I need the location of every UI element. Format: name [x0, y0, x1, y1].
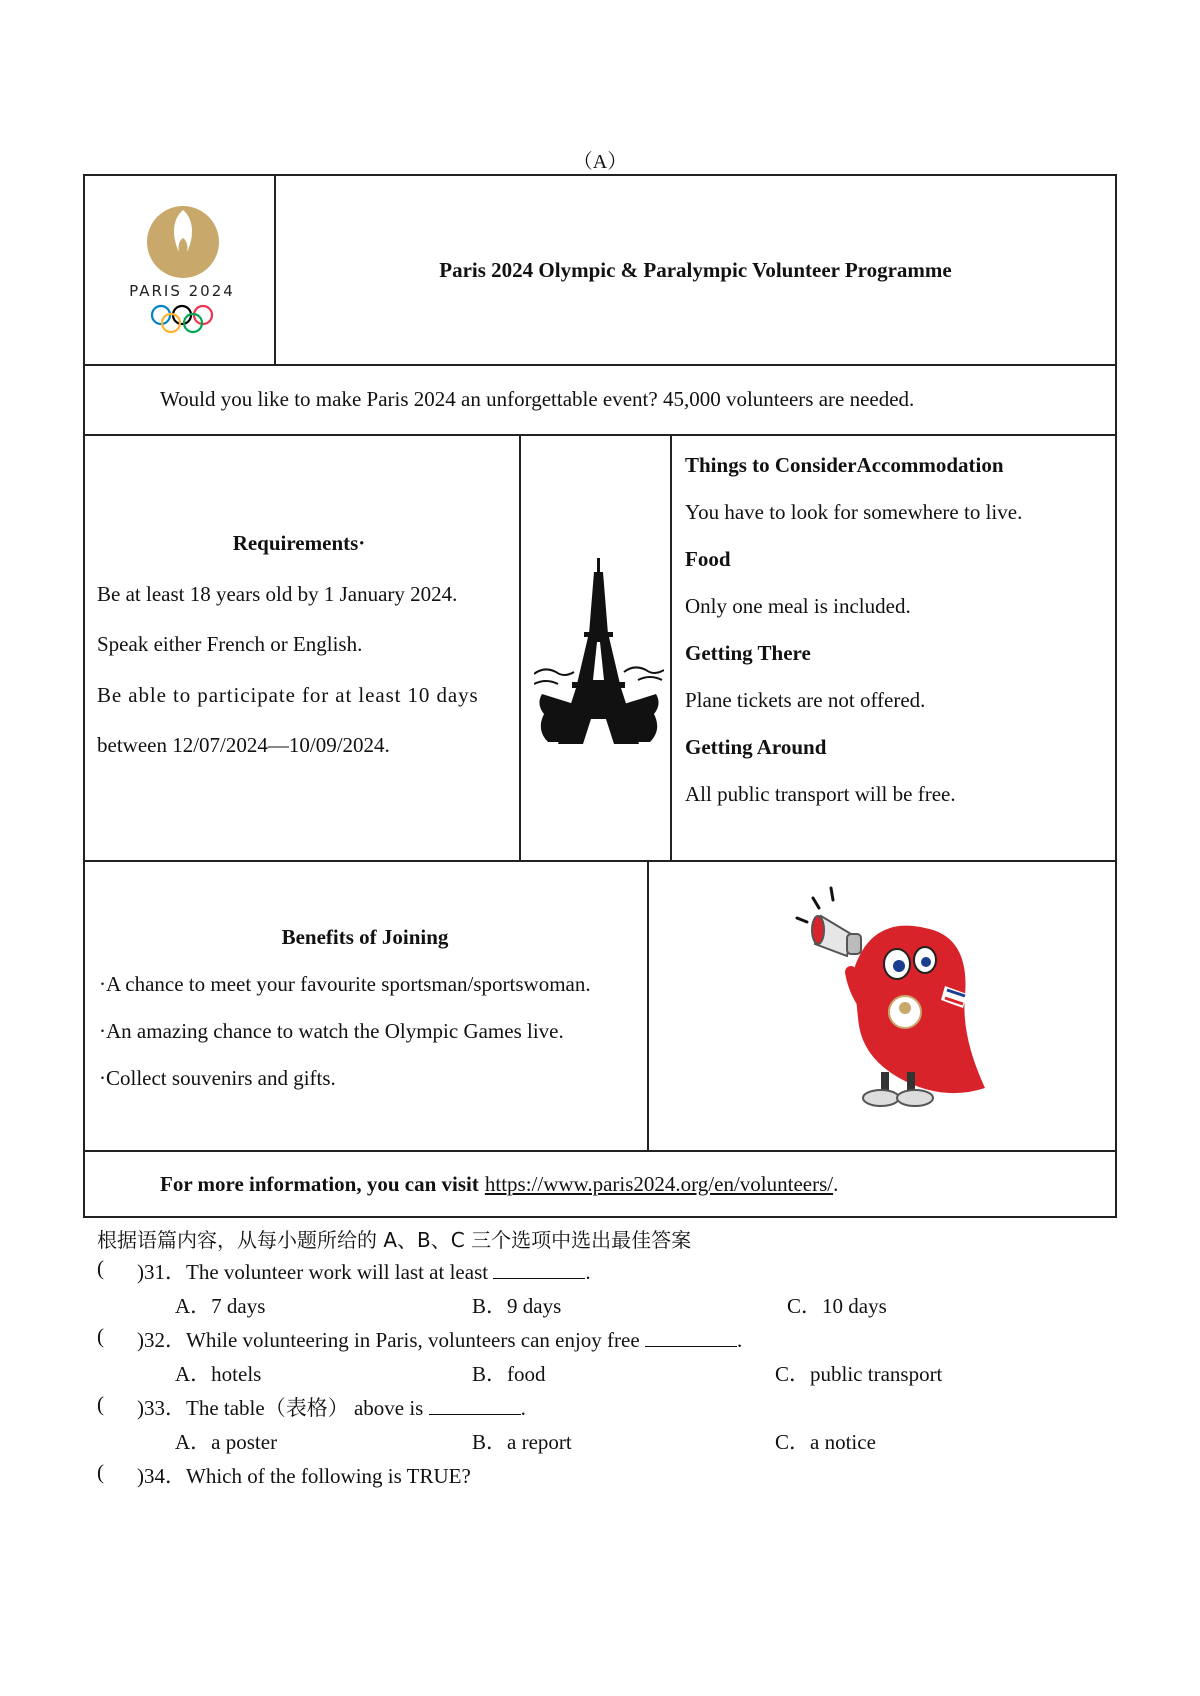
accommodation-text: You have to look for somewhere to live.: [685, 500, 1023, 524]
option-a[interactable]: A．7 days: [175, 1294, 266, 1318]
question-stem-end: .: [520, 1396, 526, 1420]
intro-text: Would you like to make Paris 2024 an unforgettable event? 45,000 volunteers are needed.: [160, 386, 915, 411]
getting-around-text: All public transport will be free.: [685, 782, 956, 806]
eiffel-tower-icon: [534, 554, 664, 754]
answer-blank: [645, 1328, 737, 1347]
answer-bracket[interactable]: (: [97, 1460, 104, 1484]
paris-2024-logo: [85, 176, 274, 364]
option-c[interactable]: C．a notice: [775, 1430, 876, 1454]
food-text: Only one meal is included.: [685, 594, 911, 618]
logo-text: PARIS 2024: [129, 282, 235, 300]
benefit-item: ·A chance to meet your favourite sportsman/sportswoman.: [99, 972, 591, 996]
requirement-dates: between 12/07/2024—10/09/2024.: [97, 733, 390, 757]
question-stem-end: .: [736, 1328, 743, 1352]
volunteer-link[interactable]: https://www.paris2024.org/en/volunteers/: [484, 1171, 834, 1196]
option-a[interactable]: A．hotels: [175, 1362, 262, 1386]
divider: [647, 860, 649, 1150]
divider: [519, 434, 521, 860]
answer-bracket[interactable]: (: [97, 1392, 104, 1416]
requirements-heading: Requirements·: [232, 531, 366, 555]
requirement-age: Be at least 18 years old by 1 January 2024.: [97, 582, 458, 606]
benefit-item: ·An amazing chance to watch the Olympic Games live.: [99, 1019, 564, 1043]
food-heading: Food: [685, 547, 731, 571]
more-info-end: .: [833, 1171, 839, 1196]
poster-table: [83, 174, 1117, 1218]
option-a[interactable]: A．a poster: [175, 1430, 278, 1454]
answer-bracket[interactable]: (: [97, 1324, 104, 1348]
option-c[interactable]: C．10 days: [787, 1294, 887, 1318]
getting-there-text: Plane tickets are not offered.: [685, 688, 926, 712]
requirement-duration: Be able to participate for at least 10 days: [97, 683, 479, 707]
option-b[interactable]: B．food: [472, 1362, 546, 1386]
option-c[interactable]: C．public transport: [775, 1362, 943, 1386]
divider: [670, 434, 672, 860]
option-b[interactable]: B．a report: [472, 1430, 572, 1454]
olympic-mascot-image: [785, 876, 1000, 1116]
answer-blank: [429, 1396, 521, 1415]
question-stem: )33．The table（表格） above is: [137, 1396, 424, 1420]
things-heading: Things to ConsiderAccommodation: [685, 453, 1004, 477]
question-stem: )34．Which of the following is TRUE?: [137, 1464, 471, 1488]
more-info: [85, 1150, 1115, 1218]
benefit-item: ·Collect souvenirs and gifts.: [99, 1066, 336, 1090]
benefits-heading: Benefits of Joining: [281, 925, 449, 949]
section-label: （A）: [572, 151, 628, 173]
question-stem-end: .: [585, 1260, 591, 1284]
answer-blank: [493, 1260, 585, 1279]
instructions: 根据语篇内容，从每小题所给的 A、B、C 三个选项中选出最佳答案: [97, 1228, 692, 1252]
answer-bracket[interactable]: (: [97, 1256, 104, 1280]
getting-around-heading: Getting Around: [685, 735, 827, 759]
more-info-text: For more information, you can visit: [160, 1171, 479, 1196]
getting-there-heading: Getting There: [685, 641, 811, 665]
question-stem: )31．The volunteer work will last at least: [137, 1260, 489, 1284]
requirements-section: [97, 434, 517, 860]
requirement-language: Speak either French or English.: [97, 632, 363, 656]
benefits-section: [85, 860, 645, 1150]
question-stem: )32．While volunteering in Paris, volunteers can enjoy free: [137, 1328, 640, 1352]
programme-title: Paris 2024 Olympic & Paralympic Volunteer Programme: [439, 257, 952, 282]
things-to-consider-section: [685, 434, 1115, 860]
option-b[interactable]: B．9 days: [472, 1294, 562, 1318]
